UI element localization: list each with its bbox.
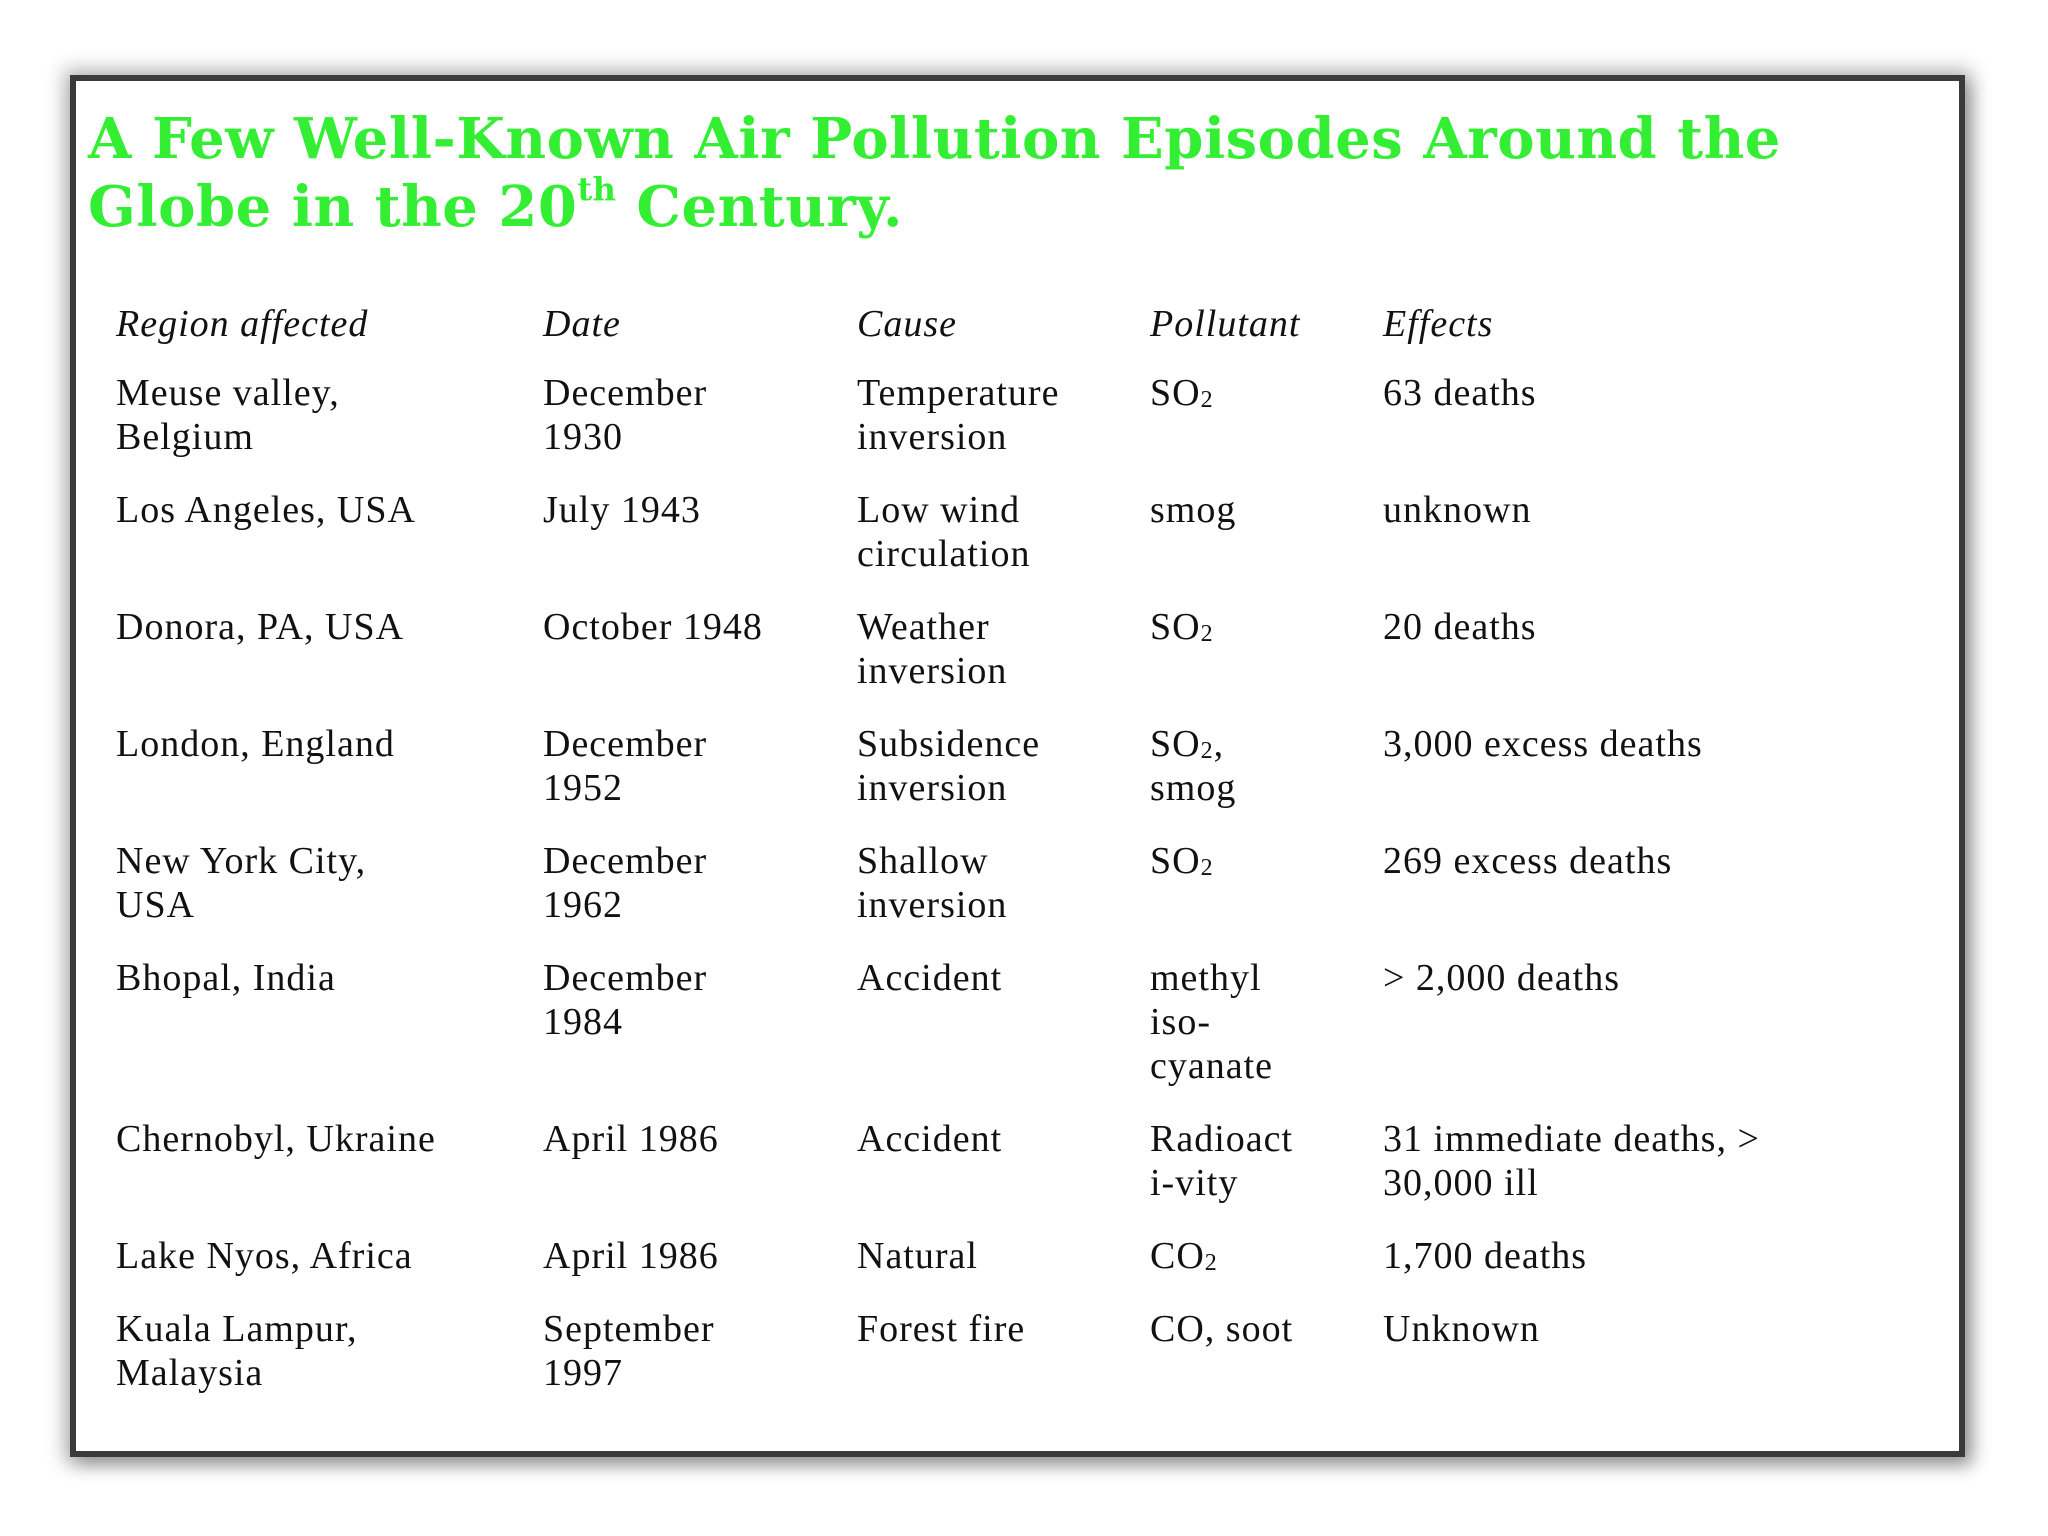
region-cell-line: Los Angeles, USA [116, 489, 416, 531]
header-region: Region affected [116, 303, 369, 345]
pollutant-formula [1150, 372, 1214, 414]
region-cell-line: Chernobyl, Ukraine [116, 1118, 436, 1160]
region-cell-line: New York City, [116, 840, 367, 882]
effects-cell-line: > 2,000 deaths [1383, 957, 1621, 999]
effects-cell-line: 30,000 ill [1383, 1162, 1539, 1204]
effects-cell-line: 3,000 excess deaths [1383, 723, 1703, 765]
pollutant-cell [1142, 594, 1375, 711]
date-cell-line: December [543, 723, 708, 765]
date-cell-line: October 1948 [543, 606, 763, 648]
pollutant-formula [1150, 489, 1236, 531]
effects-cell [1375, 360, 1861, 477]
slide-title [88, 105, 1928, 241]
date-cell-line: 1984 [543, 1001, 623, 1043]
table-row [108, 945, 1861, 1106]
region-cell [108, 477, 535, 594]
cause-cell-line: Temperature [857, 372, 1060, 414]
region-cell-line: Malaysia [116, 1352, 264, 1394]
region-cell [108, 360, 535, 477]
date-cell-line: April 1986 [543, 1235, 719, 1277]
table-row [108, 360, 1861, 477]
table-row [108, 477, 1861, 594]
pollutant-base: smog [1150, 489, 1237, 531]
title-superscript: th [577, 170, 617, 208]
effects-cell [1375, 945, 1861, 1106]
pollutant-subscript: 2 [1204, 1250, 1218, 1276]
table-header-row [108, 292, 1861, 360]
cause-cell [849, 594, 1142, 711]
effects-cell-line: 20 deaths [1383, 606, 1537, 648]
pollutant-base: SO [1150, 606, 1201, 648]
cause-cell-line: Weather [857, 606, 990, 648]
effects-cell [1375, 1296, 1861, 1413]
cause-cell-line: Accident [857, 957, 1003, 999]
cause-cell-line: Accident [857, 1118, 1003, 1160]
pollutant-base: CO, soot [1150, 1308, 1294, 1350]
cause-cell-line: circulation [857, 533, 1031, 575]
header-cause: Cause [857, 303, 957, 345]
cause-cell [849, 1296, 1142, 1413]
table-body [108, 360, 1861, 1413]
pollutant-extra: smog [1150, 767, 1237, 809]
date-cell-line: December [543, 840, 708, 882]
title-line-1: A Few Well-Known Air Pollution Episodes Around the [88, 106, 1781, 172]
effects-cell [1375, 477, 1861, 594]
pollutant-suffix: , [1213, 723, 1225, 765]
date-cell-line: April 1986 [543, 1118, 719, 1160]
cause-cell [849, 360, 1142, 477]
pollutant-cell [1142, 828, 1375, 945]
date-cell-line: September [543, 1308, 715, 1350]
pollutant-cell [1142, 1296, 1375, 1413]
effects-cell [1375, 711, 1861, 828]
date-cell [535, 1106, 849, 1223]
cause-cell-line: Subsidence [857, 723, 1041, 765]
pollutant-formula [1150, 606, 1214, 648]
date-cell-line: 1997 [543, 1352, 623, 1394]
date-cell-line: December [543, 957, 708, 999]
effects-cell-line: 1,700 deaths [1383, 1235, 1588, 1277]
region-cell [108, 1223, 535, 1296]
pollutant-cell [1142, 1106, 1375, 1223]
effects-cell [1375, 1223, 1861, 1296]
cause-cell-line: Shallow [857, 840, 989, 882]
date-cell-line: 1952 [543, 767, 623, 809]
table-row [108, 594, 1861, 711]
region-cell [108, 828, 535, 945]
pollutant-base: SO [1150, 372, 1201, 414]
pollution-episodes-table [108, 292, 1861, 1413]
date-cell-line: December [543, 372, 708, 414]
effects-cell-line: Unknown [1383, 1308, 1540, 1350]
table-row [108, 828, 1861, 945]
region-cell-line: Belgium [116, 416, 254, 458]
date-cell-line: 1930 [543, 416, 623, 458]
date-cell-line: July 1943 [543, 489, 701, 531]
cause-cell-line: inversion [857, 416, 1008, 458]
pollutant-subscript: 2 [1200, 621, 1214, 647]
date-cell [535, 360, 849, 477]
region-cell [108, 945, 535, 1106]
cause-cell-line: inversion [857, 767, 1008, 809]
pollutant-cell [1142, 360, 1375, 477]
region-cell-line: Bhopal, India [116, 957, 336, 999]
date-cell-line: 1962 [543, 884, 623, 926]
date-cell [535, 477, 849, 594]
effects-cell-line: 63 deaths [1383, 372, 1537, 414]
cause-cell-line: inversion [857, 884, 1008, 926]
date-cell [535, 1223, 849, 1296]
pollutant-base: SO [1150, 723, 1201, 765]
pollutant-subscript: 2 [1200, 738, 1214, 764]
pollutant-subscript: 2 [1200, 387, 1214, 413]
pollutant-cell [1142, 711, 1375, 828]
cause-cell [849, 711, 1142, 828]
region-cell-line: Meuse valley, [116, 372, 340, 414]
pollutant-cell [1142, 477, 1375, 594]
header-pollutant: Pollutant [1150, 303, 1301, 345]
region-cell [108, 1106, 535, 1223]
pollutant-base: CO [1150, 1235, 1205, 1277]
pollutant-base: SO [1150, 840, 1201, 882]
cause-cell [849, 828, 1142, 945]
effects-cell [1375, 594, 1861, 711]
title-line-2-start: Globe in the 20 [88, 174, 578, 240]
region-cell [108, 711, 535, 828]
table-row [108, 1296, 1861, 1413]
effects-cell [1375, 1106, 1861, 1223]
region-cell-line: Kuala Lampur, [116, 1308, 358, 1350]
pollutant-formula [1150, 1308, 1293, 1350]
cause-cell [849, 945, 1142, 1106]
effects-cell-line: unknown [1383, 489, 1532, 531]
pollutant-line: i-vity [1150, 1162, 1239, 1204]
header-date: Date [543, 303, 621, 345]
date-cell [535, 945, 849, 1106]
cause-cell [849, 1223, 1142, 1296]
cause-cell-line: Low wind [857, 489, 1021, 531]
pollutant-cell [1142, 945, 1375, 1106]
region-cell [108, 594, 535, 711]
region-cell-line: USA [116, 884, 196, 926]
effects-cell-line: 31 immediate deaths, > [1383, 1118, 1760, 1160]
cause-cell-line: inversion [857, 650, 1008, 692]
cause-cell [849, 477, 1142, 594]
table-row [108, 1106, 1861, 1223]
region-cell [108, 1296, 535, 1413]
region-cell-line: Donora, PA, USA [116, 606, 405, 648]
pollutant-line: Radioact [1150, 1118, 1294, 1160]
pollutant-formula [1150, 723, 1224, 765]
cause-cell-line: Forest fire [857, 1308, 1026, 1350]
region-cell-line: Lake Nyos, Africa [116, 1235, 413, 1277]
pollutant-formula [1150, 1235, 1218, 1277]
table-row [108, 1223, 1861, 1296]
pollutant-line: iso- [1150, 1001, 1211, 1043]
cause-cell-line: Natural [857, 1235, 978, 1277]
region-cell-line: London, England [116, 723, 395, 765]
date-cell [535, 594, 849, 711]
pollutant-line: methyl [1150, 957, 1262, 999]
cause-cell [849, 1106, 1142, 1223]
pollutant-subscript: 2 [1200, 855, 1214, 881]
pollutant-cell [1142, 1223, 1375, 1296]
date-cell [535, 1296, 849, 1413]
table-row [108, 711, 1861, 828]
effects-cell-line: 269 excess deaths [1383, 840, 1673, 882]
title-line-2-end: Century. [616, 174, 904, 240]
pollutant-line: cyanate [1150, 1045, 1274, 1087]
date-cell [535, 828, 849, 945]
header-effects: Effects [1383, 303, 1494, 345]
pollutant-formula [1150, 840, 1214, 882]
date-cell [535, 711, 849, 828]
effects-cell [1375, 828, 1861, 945]
